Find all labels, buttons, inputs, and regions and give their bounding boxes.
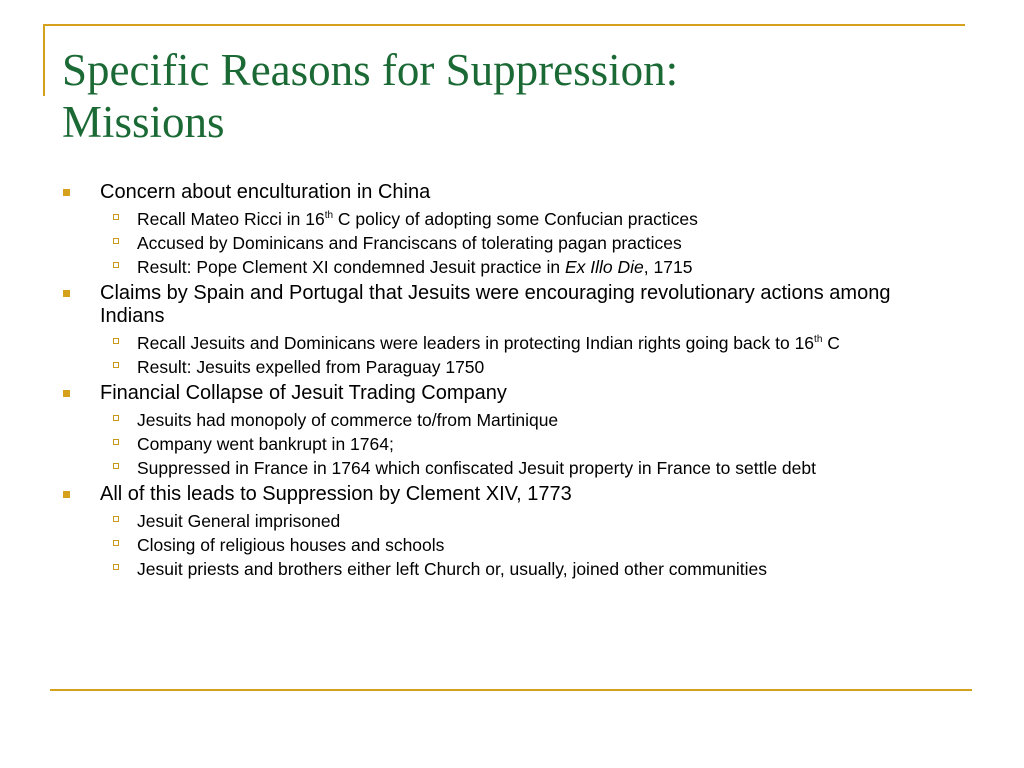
sub-bullet-text: Jesuits had monopoly of commerce to/from Martinique [137, 410, 559, 430]
sub-bullet-martinique [137, 411, 937, 429]
sub-bullet-clement-xi [137, 258, 937, 276]
hollow-square-bullet-icon [113, 463, 119, 469]
bottom-rule [50, 689, 972, 691]
sub-bullet-text: Company went bankrupt in 1764; [137, 434, 394, 454]
bullet-spain-portugal [100, 282, 930, 328]
sub-bullet-general-imprisoned [137, 512, 937, 530]
hollow-square-bullet-icon [113, 238, 119, 244]
square-bullet-icon [63, 189, 70, 196]
bullet-text: All of this leads to Suppression by Clement XIV, 1773 [100, 483, 572, 505]
square-bullet-icon [63, 390, 70, 397]
hollow-square-bullet-icon [113, 516, 119, 522]
sub-bullet-text: Suppressed in France in 1764 which confiscated Jesuit property in France to settle debt [137, 458, 816, 478]
bullet-trading-company [100, 382, 930, 405]
sub-bullet-text: Closing of religious houses and schools [137, 535, 445, 555]
sub-bullet-priests-left [137, 560, 937, 578]
sub-bullet-text: Recall Jesuits and Dominicans were leaders in protecting Indian rights going back to 16 [137, 333, 815, 353]
hollow-square-bullet-icon [113, 540, 119, 546]
hollow-square-bullet-icon [113, 338, 119, 344]
hollow-square-bullet-icon [113, 564, 119, 570]
sub-bullet-text: Accused by Dominicans and Franciscans of tolerating pagan practices [137, 233, 682, 253]
sub-bullet-text: Result: Pope Clement XI condemned Jesuit practice in [137, 257, 565, 277]
superscript: th [324, 210, 334, 222]
sub-bullet-text: , 1715 [643, 257, 693, 277]
sub-bullet-paraguay [137, 358, 937, 376]
top-rule [43, 24, 965, 26]
bullet-text: Concern about enculturation in China [100, 181, 431, 203]
hollow-square-bullet-icon [113, 262, 119, 268]
title-line-1: Specific Reasons for Suppression: [62, 45, 679, 95]
bullet-clement-xiv [100, 483, 930, 506]
document-title: Ex Illo Die [565, 257, 644, 277]
sub-bullet-text: Jesuit priests and brothers either left Church or, usually, joined other communities [137, 559, 767, 579]
sub-bullet-text: Recall Mateo Ricci in 16 [137, 209, 325, 229]
hollow-square-bullet-icon [113, 415, 119, 421]
sub-bullet-text: Result: Jesuits expelled from Paraguay 1750 [137, 357, 485, 377]
sub-bullet-bankrupt [137, 435, 937, 453]
sub-bullet-ricci [137, 210, 937, 228]
square-bullet-icon [63, 290, 70, 297]
title-line-2: Missions [62, 96, 225, 147]
slide-title [62, 45, 962, 149]
sub-bullet-text: Jesuit General imprisoned [137, 511, 341, 531]
bullet-text: Financial Collapse of Jesuit Trading Company [100, 382, 507, 404]
hollow-square-bullet-icon [113, 214, 119, 220]
superscript: th [814, 334, 823, 346]
hollow-square-bullet-icon [113, 362, 119, 368]
sub-bullet-text: C policy of adopting some Confucian practices [333, 209, 698, 229]
left-rule [43, 24, 45, 96]
sub-bullet-france [137, 459, 937, 477]
sub-bullet-closing-houses [137, 536, 937, 554]
bullet-list [0, 181, 1024, 578]
sub-bullet-indian-rights [137, 334, 937, 352]
sub-bullet-accused [137, 234, 937, 252]
bullet-text: Claims by Spain and Portugal that Jesuits were encouraging revolutionary actions among Indians [100, 282, 891, 327]
hollow-square-bullet-icon [113, 439, 119, 445]
sub-bullet-text: C [822, 333, 840, 353]
square-bullet-icon [63, 491, 70, 498]
bullet-enculturation [100, 181, 930, 204]
